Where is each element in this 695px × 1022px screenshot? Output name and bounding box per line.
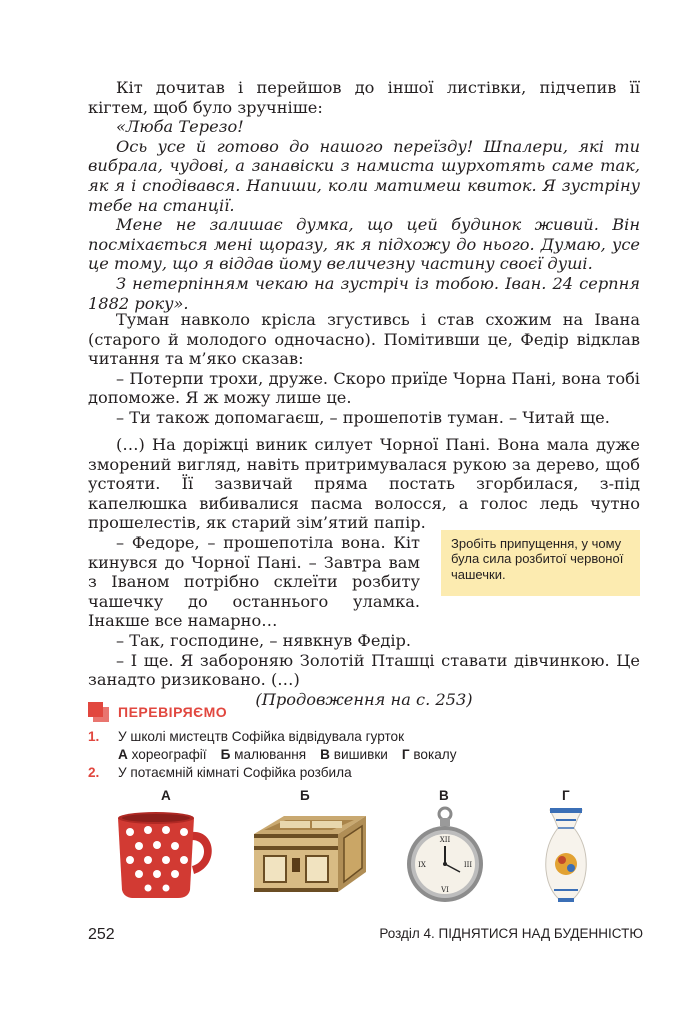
question-2: [88, 764, 648, 782]
svg-text:IX: IX: [418, 861, 426, 869]
letter-paragraph: Ось усе й готово до нашого переїзду! Шпалери, які ти вибрала, чудові, а занавіски з намиста шурхотять саме так, як я і сподівався. Напиши, коли матимеш квиток. Я зустріну тебе на станції.: [88, 136, 640, 215]
answer-option[interactable]: Г вокалу: [401, 747, 457, 762]
story-paragraph: (…) На доріжці виник силует Чорної Пані. Вона мала дуже зморений вигляд, навіть притримувалася рукою за дерево, щоб устояти. Її зазвичай пряма постать згорбилася, з-під капелюшка вибивалися пасма волосся, а голос ледь чутно прошелестів, як старий зім’ятий папір.: [88, 435, 640, 533]
question-text: У школі мистецтв Софійка відвідувала гурток: [118, 729, 405, 744]
page-number: 252: [88, 926, 115, 943]
svg-text:VI: VI: [441, 886, 449, 894]
question-number: 2.: [88, 765, 100, 780]
red-mug-image[interactable]: [112, 808, 220, 900]
continuation-note: (Продовження на с. 253): [255, 689, 473, 709]
porcelain-vase-image[interactable]: [540, 806, 592, 904]
question-1: [88, 728, 648, 746]
pocket-watch-image[interactable]: [402, 806, 488, 904]
dialog-line: – Так, господине, – нявкнув Федір.: [116, 630, 412, 650]
story-part-2: [88, 310, 640, 428]
answer-option[interactable]: А хореографії: [118, 747, 207, 762]
dialog-line: – І ще. Я забороняю Золотій Пташці ставати дівчинкою. Це занадто ризиковано. (…): [88, 650, 640, 690]
check-title: ПЕРЕВІРЯЄМО: [118, 704, 228, 720]
image-label-b: Б: [300, 788, 310, 803]
question-number: 1.: [88, 729, 100, 744]
svg-text:XII: XII: [439, 836, 451, 844]
check-section-heading: [88, 702, 227, 722]
story-paragraph: Туман навколо крісла згустивсь і став схожим на Івана (старого й молодого одночасно). Помітивши це, Федір відклав читання та м’яко сказав:: [88, 310, 640, 369]
image-label-g: Г: [562, 788, 570, 803]
letter-signature: З нетерпінням чекаю на зустріч із тобою. Іван. 24 серпня 1882 року».: [88, 273, 640, 313]
dialog-line: – Потерпи трохи, друже. Скоро приїде Чорна Пані, вона тобі допоможе. Я ж можу лише це.: [88, 368, 640, 408]
jewelry-box-image[interactable]: [244, 812, 372, 900]
letter-paragraph: Мене не залишає думка, що цей будинок живий. Він посміхається мені щоразу, як я підхожу до нього. Думаю, усе це тому, що я віддав йому величезну частину своєї душі.: [88, 215, 640, 274]
story-intro: Кіт дочитав і перейшов до іншої листівки, підчепив її кігтем, щоб було зручніше:: [88, 78, 640, 117]
section-title: Розділ 4. ПІДНЯТИСЯ НАД БУДЕННІСТЮ: [379, 926, 643, 941]
image-label-a: А: [161, 788, 171, 803]
question-1-options: [88, 746, 648, 764]
letter-greeting: «Люба Терезо!: [116, 117, 244, 137]
sidebar-note: Зробіть припущення, у чому була сила розбитої червоної чашечки.: [441, 530, 640, 596]
questions-list: [88, 728, 648, 782]
squares-icon: [88, 702, 110, 722]
dialog-line: – Федоре, – прошепотіла вона. Кіт кинувся до Чорної Пані. – Завтра вам з Іваном потрібно склеїти розбиту чашечку до останнього уламка. Інакше все намарно…: [88, 532, 420, 631]
image-label-v: В: [439, 788, 449, 803]
dialog-line: – Ти також допомагаєш, – прошепотів туман. – Читай ще.: [116, 407, 610, 427]
answer-option[interactable]: Б малювання: [220, 747, 307, 762]
svg-text:III: III: [463, 861, 473, 869]
answer-option[interactable]: В вишивки: [320, 747, 388, 762]
question-text: У потаємній кімнаті Софійка розбила: [118, 765, 352, 780]
letter-section: [88, 78, 640, 313]
